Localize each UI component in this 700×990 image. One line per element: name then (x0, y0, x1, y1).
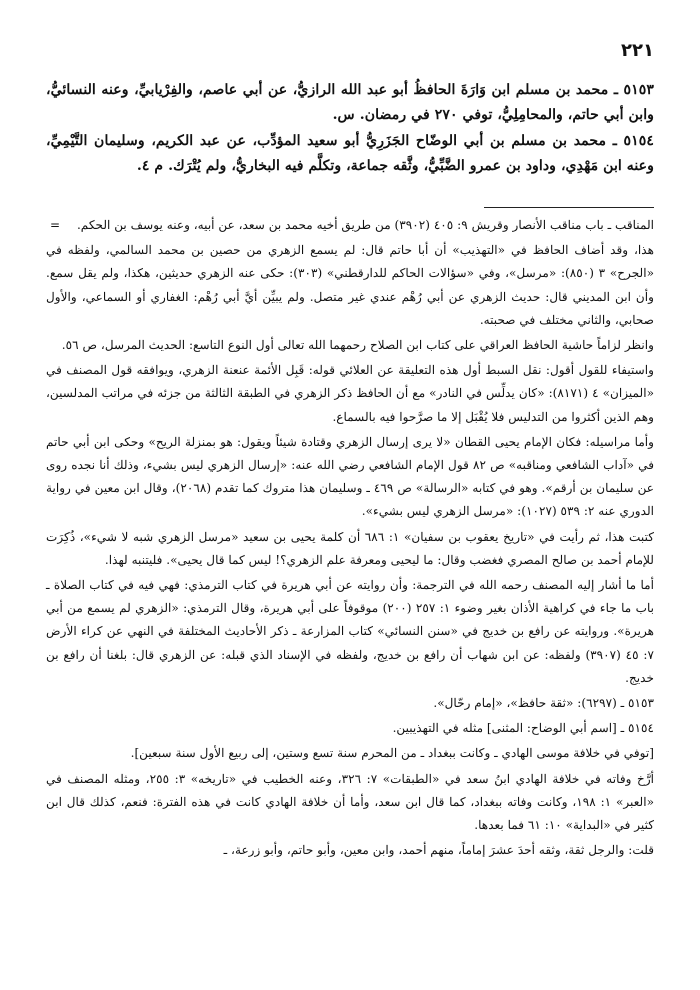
note-paragraph: ٥١٥٤ ـ [اسم أبي الوضاح: المثنى] مثله في التهذيبين. (392, 721, 654, 736)
note-paragraph: أرَّخ وفاته في خلافة الهادي ابنُ سعد في «الطبقات» ٧: ٣٢٦، وعنه الخطيب في «تاريخه» ٣: ٢٥٥، ومثله المصنف في «العبر» ١: ١٩٨، وكانت وفاته ببغداد، كما قال ابن سعد، وأما أن خلافة الهادي كانت في هذه الفترة: فنعم، كذلك قال ابن كثير في «البداية» ١٠: ٦١ فما بعدها. (46, 771, 655, 833)
entry-5154: ٥١٥٤ ـ محمد بن مسلم بن أبي الوضّاح الجَزَرِيُّ أبو سعيد المؤدِّب، عن عبد الكريم، وسليمان التَّيْمِيِّ، وعنه ابن مَهْدِي، وداود بن عمرو الضَّبِّيُّ، وثَّقه جماعة، وتكلَّم فيه البخاريُّ، ولم يُتْرَك. م ٤. (46, 133, 654, 174)
note-paragraph: المناقب ـ باب مناقب الأنصار وقريش ٩: ٤٠٥ (٣٩٠٢) من طريق أخيه محمد بن سعد، عن أبيه، وعنه يوسف بن الحكم. (76, 218, 654, 232)
page-number: ٢٢١ (621, 40, 654, 61)
footnotes (46, 214, 654, 864)
note-paragraph: ٥١٥٣ ـ (٦٢٩٧): «ثقة حافظ»، «إمام رحّال». (433, 696, 654, 711)
note-paragraph: وانظر لزاماً حاشية الحافظ العراقي على كتاب ابن الصلاح رحمهما الله تعالى أول النوع التاسع: الحديث المرسل، ص ٥٦. (61, 338, 654, 353)
main-entries (46, 78, 654, 180)
note-paragraph: [توفي في خلافة موسى الهادي ـ وكانت ببغداد ـ من المحرم سنة تسع وستين، إلى ربيع الأول سنة سبعين]. (130, 746, 654, 761)
continuation-marker: = (50, 218, 61, 232)
note-paragraph: كتبت هذا، ثم رأيت في «تاريخ يعقوب بن سفيان» ١: ٦٨٦ أن كلمة يحيى بن سعيد «مرسل الزهري شبه لا شيء»، ذُكِرَت للإمام أحمد بن صالح المصري فغضب وقال: ما ليحيى ومعرفة علم الزهري؟! ليس كما قال يحيى». فليتنبه لهذا. (46, 529, 654, 567)
note-paragraph: أما ما أشار إليه المصنف رحمه الله في الترجمة: وأن روايته عن أبي هريرة في كتاب الترمذي: فهي فيه في كتاب الصلاة ـ باب ما جاء في كراهية الأذان بغير وضوء ١: ٢٥٧ (٢٠٠) موقوفاً على أبي هريرة، وقال الترمذي: «الزهري لم يسمع من أبي هريرة». وروايته عن رافع بن خديج في «سنن النسائي» كتاب المزارعة ـ ذكر الأحاديث المختلفة في النهي عن كراء الأرض ٧: ٤٥ (٣٩٠٧) ولفظه: عن ابن شهاب أن رافع بن خديج، ولفظه في الإسناد الذي قبله: عن الزهري قال: بلغنا أن رافع بن خديج. (46, 578, 655, 685)
note-paragraph: وأما مراسيله: فكان الإمام يحيى القطان «لا يرى إرسال الزهري وقتادة شيئاً ويقول: هو بمنزلة الريح» وحكى ابن أبي حاتم في «آداب الشافعي ومناقبه» ص ٨٢ قول الإمام الشافعي رضي الله عنه: «إرسال الزهري ليس بشيء، وذلك أنا نجده روى عن سليمان بن أرقم». وهو في كتابه «الرسالة» ص ٤٦٩ ـ وسليمان هذا متروك كما تقدم (٢٠٦٨)، وقال ابن معين في رواية الدوري عنه ٢: ٥٣٩ (١٠٢٧): «مرسل الزهري ليس بشيء». (46, 434, 655, 519)
note-paragraph: هذا، وقد أضاف الحافظ في «التهذيب» أن أبا حاتم قال: لم يسمع الزهري من حصين بن محمد السالمي، ولفظه في «الجرح» ٣ (٨٥٠): «مرسل»، وفي «سؤالات الحاكم للدارقطني» (٣٠٣): حكى عنه الزهري حديثين، هكذا، ولم يقل سمع. وأن ابن المديني قال: حديث الزهري عن أبي رُهْم عندي غير متصل. ولم يبيِّن أيَّ أبي رُهْم: الغفاري أو السماعي، والأول صحابي، والثاني مختلف في صحبته. (46, 243, 654, 327)
note-paragraph: قلت: والرجل ثقة، وثقه أحدَ عشرَ إماماً، منهم أحمد، وابن معين، وأبو حاتم، وأبو زرعة، ـ (223, 843, 654, 858)
entry-5153: ٥١٥٣ ـ محمد بن مسلم ابن وَارَةَ الحافظُ أبو عبد الله الرازيُّ، عن أبي عاصم، والفِرْيابيِّ، وعنه النسائيُّ، وابن أبي حاتم، والمحامِلِيُّ، توفي ٢٧٠ في رمضان. س. (46, 82, 654, 123)
footnote-separator (484, 207, 654, 208)
note-paragraph: واستيفاء للقول أقول: نقل السبط أول هذه التعليقة عن العلائي قوله: قَبِل الأئمة عنعنة الزهري، ويوافقه قول المصنف في «الميزان» ٤ (٨١٧١): «كان يدلِّس في النادر» مع أن الحافظ ذكر الزهري في الطبقة الثالثة من جزئه في مراتب المدلسين، وهم الذين أكثروا من التدليس فلا يُقْبَل إلا ما صرَّحوا فيه بالسماع. (46, 363, 654, 424)
